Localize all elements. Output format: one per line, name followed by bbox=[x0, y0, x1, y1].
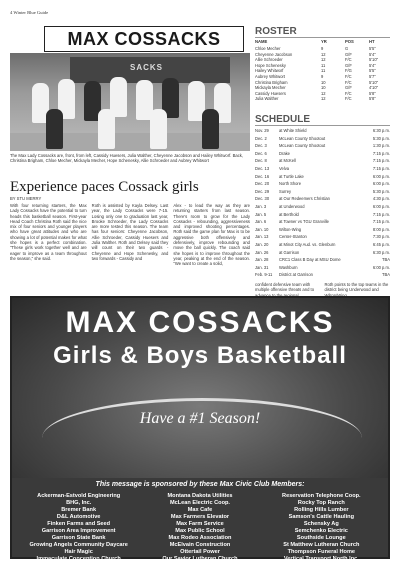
schedule-time: 7:15 p.m. bbox=[372, 166, 390, 171]
schedule-date: Dec. 30 bbox=[255, 196, 270, 202]
roster-ht: 5'10" bbox=[369, 79, 379, 85]
schedule-time: 6:30 p.m. bbox=[372, 128, 390, 133]
roster-name: Allie Schroeder bbox=[255, 57, 283, 63]
schedule-date: Jan. 26 bbox=[255, 249, 269, 255]
schedule-date: Jan. 3 bbox=[255, 204, 267, 209]
schedule-date: Feb. 9-11 bbox=[255, 272, 273, 278]
schedule-date: Jan. 6 bbox=[255, 219, 267, 225]
sponsor-name: Vertical Transport North Inc. bbox=[283, 556, 359, 562]
roster-row bbox=[255, 52, 390, 57]
schedule-time: 1:30 p.m. bbox=[372, 143, 390, 149]
schedule-row bbox=[255, 174, 390, 179]
schedule-date: Dec. 13 bbox=[255, 166, 270, 171]
continuation-column: confident defensive team with multiple offensive threats and to bbox=[255, 282, 315, 293]
schedule-time: 7:30 p.m. bbox=[372, 234, 390, 240]
roster-name: Julia Walther bbox=[255, 96, 279, 102]
sponsor-name: D&L Automotive bbox=[56, 514, 101, 520]
sponsor-name: Bremer Bank bbox=[61, 507, 97, 513]
schedule-time: 8:00 p.m. bbox=[372, 226, 390, 232]
sponsor-name: St Matthew Lutheran Church bbox=[283, 542, 360, 548]
schedule-row bbox=[255, 212, 390, 217]
sponsor-name: Rolling Hills Lumber bbox=[294, 507, 349, 513]
schedule-row bbox=[255, 158, 390, 163]
roster-pos: F/C bbox=[345, 74, 352, 79]
schedule-date: Dec. 8 bbox=[255, 158, 267, 164]
article-byline: BY STU MERRY bbox=[10, 196, 42, 201]
schedule-row bbox=[255, 257, 390, 262]
sponsor-name: Montana Dakota Utilities bbox=[167, 493, 233, 499]
roster-row bbox=[255, 80, 390, 85]
schedule-opponent: at Our Redeemers Christian bbox=[279, 196, 330, 202]
sponsor-name: Max Rodeo Association bbox=[168, 535, 232, 541]
continuation-column: Roth points to the top teams in the district being Underwood and bbox=[324, 282, 389, 293]
sponsor-name: Growing Angels Community Daycare bbox=[29, 542, 128, 548]
article-column: Roth is assisted by Kayla Delsey. Last year, the Lady Cossacks were 7-15. Losing only one to graduation last year, Brooke Schroeder, the Lady Cossacks are more tested this season. The team has four seniors: Cheyenne Jacobson, Allie Schroeder, Cassidy Huesers and Julia Walther. Roth and Delsey said they will count on their two guards - Cheyenne and Hope Schenesky, and two forwards - Cassidy and bbox=[91, 203, 169, 261]
roster-row bbox=[255, 96, 390, 101]
schedule-row bbox=[255, 234, 390, 239]
schedule-date: Dec. 16 bbox=[255, 173, 270, 179]
schedule-row bbox=[255, 272, 390, 277]
schedule-row bbox=[255, 151, 390, 156]
schedule-time: 7:15 p.m. bbox=[372, 158, 390, 164]
schedule-opponent: Washburn bbox=[279, 264, 298, 270]
sponsor-name: Wilcox Construction bbox=[294, 563, 349, 569]
sponsor-name: Reservation Telephone Coop. bbox=[282, 493, 361, 499]
roster-ht: 5'5" bbox=[369, 46, 376, 51]
schedule-row bbox=[255, 136, 390, 141]
schedule-time: 7:15 p.m. bbox=[372, 219, 390, 225]
roster-header-ht: HT bbox=[369, 39, 375, 44]
schedule-time: 6:30 p.m. bbox=[372, 249, 390, 255]
sponsor-name: Southside Lounge bbox=[296, 535, 346, 541]
schedule-opponent: CRC1 Class B Day at MSU Dome bbox=[279, 257, 341, 263]
roster-name: Cheyenne Jacobson bbox=[255, 51, 293, 57]
sponsor-name: Thompson Funeral Home bbox=[287, 549, 356, 555]
schedule-row bbox=[255, 250, 390, 255]
sponsor-name: McElvain Construction bbox=[169, 542, 231, 548]
roster-yr: 12 bbox=[321, 51, 326, 57]
sponsor-name: Our Savior Lutheran Church bbox=[162, 556, 238, 562]
ad-tagline: Have a #1 Season! bbox=[139, 410, 261, 427]
schedule-opponent: Surrey bbox=[279, 188, 292, 194]
player-figure bbox=[150, 109, 167, 149]
roster-ht: 5'5" bbox=[369, 68, 376, 74]
roster-title: ROSTER bbox=[255, 26, 390, 38]
schedule-time: 6:00 p.m. bbox=[372, 173, 390, 179]
schedule-time: TBA bbox=[382, 272, 390, 278]
sponsor-name: BHG, Inc. bbox=[66, 500, 92, 506]
roster-yr: 11 bbox=[321, 62, 326, 68]
roster-pos: F/G bbox=[345, 68, 352, 74]
schedule-time: 6:00 p.m. bbox=[372, 181, 390, 187]
roster-name: Mickayla Mecher bbox=[255, 85, 286, 91]
roster-row bbox=[255, 91, 390, 96]
roster-yr: 10 bbox=[321, 85, 326, 91]
sponsor-list bbox=[18, 493, 382, 570]
roster-header-row bbox=[255, 39, 390, 44]
sponsor-name: Ottertail Power bbox=[180, 549, 220, 555]
roster-name: Chloe Mecher bbox=[255, 46, 281, 51]
roster-header-name: NAME bbox=[255, 39, 268, 44]
roster-pos: G/F bbox=[345, 51, 352, 57]
schedule-opponent: at Garrison bbox=[279, 249, 300, 255]
schedule-time: 6:00 p.m. bbox=[372, 264, 390, 270]
schedule-date: Dec. 3 bbox=[255, 143, 267, 149]
schedule-date: Dec. 20 bbox=[255, 181, 270, 187]
roster-yr: 9 bbox=[321, 46, 324, 51]
schedule-row bbox=[255, 227, 390, 232]
sponsor-name: McLean Electric Coop. bbox=[169, 500, 230, 506]
roster-name: Christina Brigham bbox=[255, 79, 288, 85]
ad-subtitle: Girls & Boys Basketball bbox=[53, 342, 347, 369]
sponsor-name: Max Cafe bbox=[187, 507, 213, 513]
schedule-opponent: Center-Stanton bbox=[279, 234, 307, 240]
schedule-time: 6:45 p.m. bbox=[372, 242, 390, 247]
roster-row bbox=[255, 57, 390, 62]
roster-pos: G/F bbox=[345, 62, 352, 68]
schedule-date: Jan. 31 bbox=[255, 264, 269, 270]
sponsor-column bbox=[18, 493, 139, 570]
schedule-row bbox=[255, 143, 390, 148]
schedule-row bbox=[255, 219, 390, 224]
schedule-time: 5:30 p.m. bbox=[372, 188, 390, 194]
sponsor-name: Garrison State Bank bbox=[51, 535, 106, 541]
schedule-date: Dec. 2 bbox=[255, 135, 267, 141]
roster-yr: 12 bbox=[321, 96, 326, 102]
schedule-date: Jan. 28 bbox=[255, 257, 269, 263]
article-headline: Experience paces Cossack girls bbox=[10, 179, 199, 195]
roster-ht: 5'10" bbox=[369, 57, 379, 63]
roster-pos: F/C bbox=[345, 79, 352, 85]
sponsor-name: Hair Magic bbox=[64, 549, 93, 555]
schedule-opponent: at Underwood bbox=[279, 204, 305, 209]
gym-banner-text: SACKS bbox=[130, 63, 164, 72]
roster-row bbox=[255, 74, 390, 79]
roster-yr: 9 bbox=[321, 74, 324, 79]
schedule-date: Dec. 29 bbox=[255, 188, 270, 194]
sponsor-name: Schensky Ag bbox=[303, 521, 339, 527]
sponsor-name: Rocky Top Ranch bbox=[297, 500, 345, 506]
schedule-opponent: at Minot City Aud. vs. Glenburn bbox=[279, 242, 336, 247]
sponsor-name: Ackerman-Estvold Engineering bbox=[37, 493, 121, 499]
schedule-row bbox=[255, 265, 390, 270]
schedule-row bbox=[255, 242, 390, 247]
sponsor-column bbox=[261, 493, 382, 570]
schedule-time: 4:30 p.m. bbox=[372, 196, 390, 202]
roster-row bbox=[255, 46, 390, 51]
roster-row bbox=[255, 68, 390, 73]
player-figure bbox=[202, 109, 219, 149]
schedule-opponent: at Turtle Lake bbox=[279, 173, 304, 179]
roster-yr: 12 bbox=[321, 90, 326, 96]
schedule-row bbox=[255, 196, 390, 201]
sponsor-name: Samson's Cattle Hauling bbox=[288, 514, 354, 520]
page-header: 4 Winter Blue Guide bbox=[10, 10, 49, 15]
photo-caption: The Max Lady Cossacks are, front, from left, Cassidy Huesers, Julia Walther, Cheyenne Jacobson and Hailey Whitworf. Back, Christina Brigham, Chloe Mecher, Mickayla Mecher, Hope Schenesky, Allie Schroeder and Aubrey Whitwort bbox=[10, 153, 244, 163]
schedule-opponent: at Towner vs TGU Granville bbox=[279, 219, 329, 225]
roster-yr: 12 bbox=[321, 57, 326, 63]
schedule-date: Nov. 29 bbox=[255, 128, 269, 133]
schedule-opponent: North Shore bbox=[279, 181, 302, 187]
schedule-time: 6:00 p.m. bbox=[372, 204, 390, 209]
roster-ht: 5'7" bbox=[369, 74, 376, 79]
sponsor-name: Max Farm Service bbox=[176, 521, 224, 527]
player-figure bbox=[98, 109, 115, 149]
schedule-title: SCHEDULE bbox=[255, 114, 390, 126]
sponsor-column bbox=[139, 493, 260, 570]
roster-ht: 5'8" bbox=[369, 90, 376, 96]
sponsor-ad bbox=[10, 296, 390, 569]
schedule-opponent: Drake bbox=[279, 150, 290, 156]
ad-sponsor-line: This message is sponsored by these Max Civic Club Members: bbox=[95, 481, 305, 488]
schedule-row bbox=[255, 128, 390, 133]
sponsor-name: Quality Dirt Works bbox=[175, 563, 225, 569]
schedule-opponent: at Berthold bbox=[279, 211, 299, 217]
roster-pos: G bbox=[345, 46, 349, 51]
schedule-date: Jan. 13 bbox=[255, 234, 269, 240]
schedule-time: TBA bbox=[382, 257, 390, 263]
roster-pos: G/F bbox=[345, 85, 352, 91]
schedule-opponent: Wilton-Wing bbox=[279, 226, 302, 232]
section-title-box bbox=[44, 26, 244, 52]
roster-ht: 5'4" bbox=[369, 62, 376, 68]
roster-name: Cassidy Huesers bbox=[255, 90, 286, 96]
schedule-row bbox=[255, 181, 390, 186]
schedule-date: Jan. 10 bbox=[255, 226, 269, 232]
sponsor-name: Max Farmers Elevator bbox=[170, 514, 230, 520]
section-title: MAX COSSACKS bbox=[67, 28, 221, 49]
sponsor-name: Max Public School bbox=[175, 528, 225, 534]
roster-header-yr: YR bbox=[321, 39, 327, 44]
sponsor-name: Semchenko Electric bbox=[294, 528, 348, 534]
article-body bbox=[10, 203, 250, 301]
roster-ht: 4'10" bbox=[369, 85, 379, 91]
roster-name: Aubrey Whitwort bbox=[255, 74, 286, 79]
sponsor-name: Finken Farms and Seed bbox=[47, 521, 111, 527]
sponsor-name: Garrison Area Improvement bbox=[41, 528, 116, 534]
schedule-date: Jan. 20 bbox=[255, 242, 269, 247]
schedule-opponent: at McKell bbox=[279, 158, 296, 164]
team-photo bbox=[10, 53, 250, 151]
schedule-time: 7:15 p.m. bbox=[372, 150, 390, 156]
ad-title: MAX COSSACKS bbox=[65, 306, 335, 339]
roster-header-pos: POS bbox=[345, 39, 354, 44]
roster-name: Hailey Whitworf bbox=[255, 68, 284, 74]
sponsor-name: Little Hoppers Daycare bbox=[48, 563, 110, 569]
roster-pos: F/C bbox=[345, 57, 352, 63]
roster-row bbox=[255, 63, 390, 68]
article-column: Alex - to lead the way as they are returning starters from last season. There's room to grow for the Lady Cossacks - rebounding, aggressiveness and improved shooting percentages. Roth said the game plan for Max is to be aggressive both offensively and defensively, improve rebounding and move the ball quickly. The coach said she hopes is to improve throughout the year, peaking at the end of the season. "We want to create a solid, bbox=[173, 203, 251, 267]
sponsor-name: Immaculate Conception Church bbox=[36, 556, 121, 562]
schedule-opponent: McLean County Shootout bbox=[279, 135, 326, 141]
roster-yr: 10 bbox=[321, 79, 326, 85]
roster-pos: F/C bbox=[345, 90, 352, 96]
schedule-opponent: Velva bbox=[279, 166, 290, 171]
schedule-time: 5:30 p.m. bbox=[372, 135, 390, 141]
roster-ht: 5'8" bbox=[369, 96, 376, 102]
roster-yr: 11 bbox=[321, 68, 326, 74]
roster-pos: F/C bbox=[345, 96, 352, 102]
schedule-row bbox=[255, 204, 390, 209]
article-column: With four returning starters, the Max Lady Cossacks have the potential to turn heads this basketball season. First-year Head Coach Christina Roth said the nice mix of four seniors and younger players who have great attitudes and who are showing a lot of potential makes for what she hopes is a perfect combination. "These girls work together well and are eager to improve as a team throughout the season," she said. bbox=[10, 203, 87, 261]
schedule-opponent: District at Garrison bbox=[279, 272, 313, 278]
schedule-opponent: McLean County Shootout bbox=[279, 143, 326, 149]
schedule-row bbox=[255, 189, 390, 194]
schedule-row bbox=[255, 166, 390, 171]
schedule-date: Dec. 6 bbox=[255, 150, 267, 156]
schedule-date: Jan. 5 bbox=[255, 211, 267, 217]
player-figure bbox=[46, 109, 63, 149]
schedule-time: 7:15 p.m. bbox=[372, 211, 390, 217]
schedule-opponent: at White Shield bbox=[279, 128, 307, 133]
roster-ht: 5'4" bbox=[369, 51, 376, 57]
roster-row bbox=[255, 85, 390, 90]
roster-name: Hope Schenesky bbox=[255, 62, 286, 68]
